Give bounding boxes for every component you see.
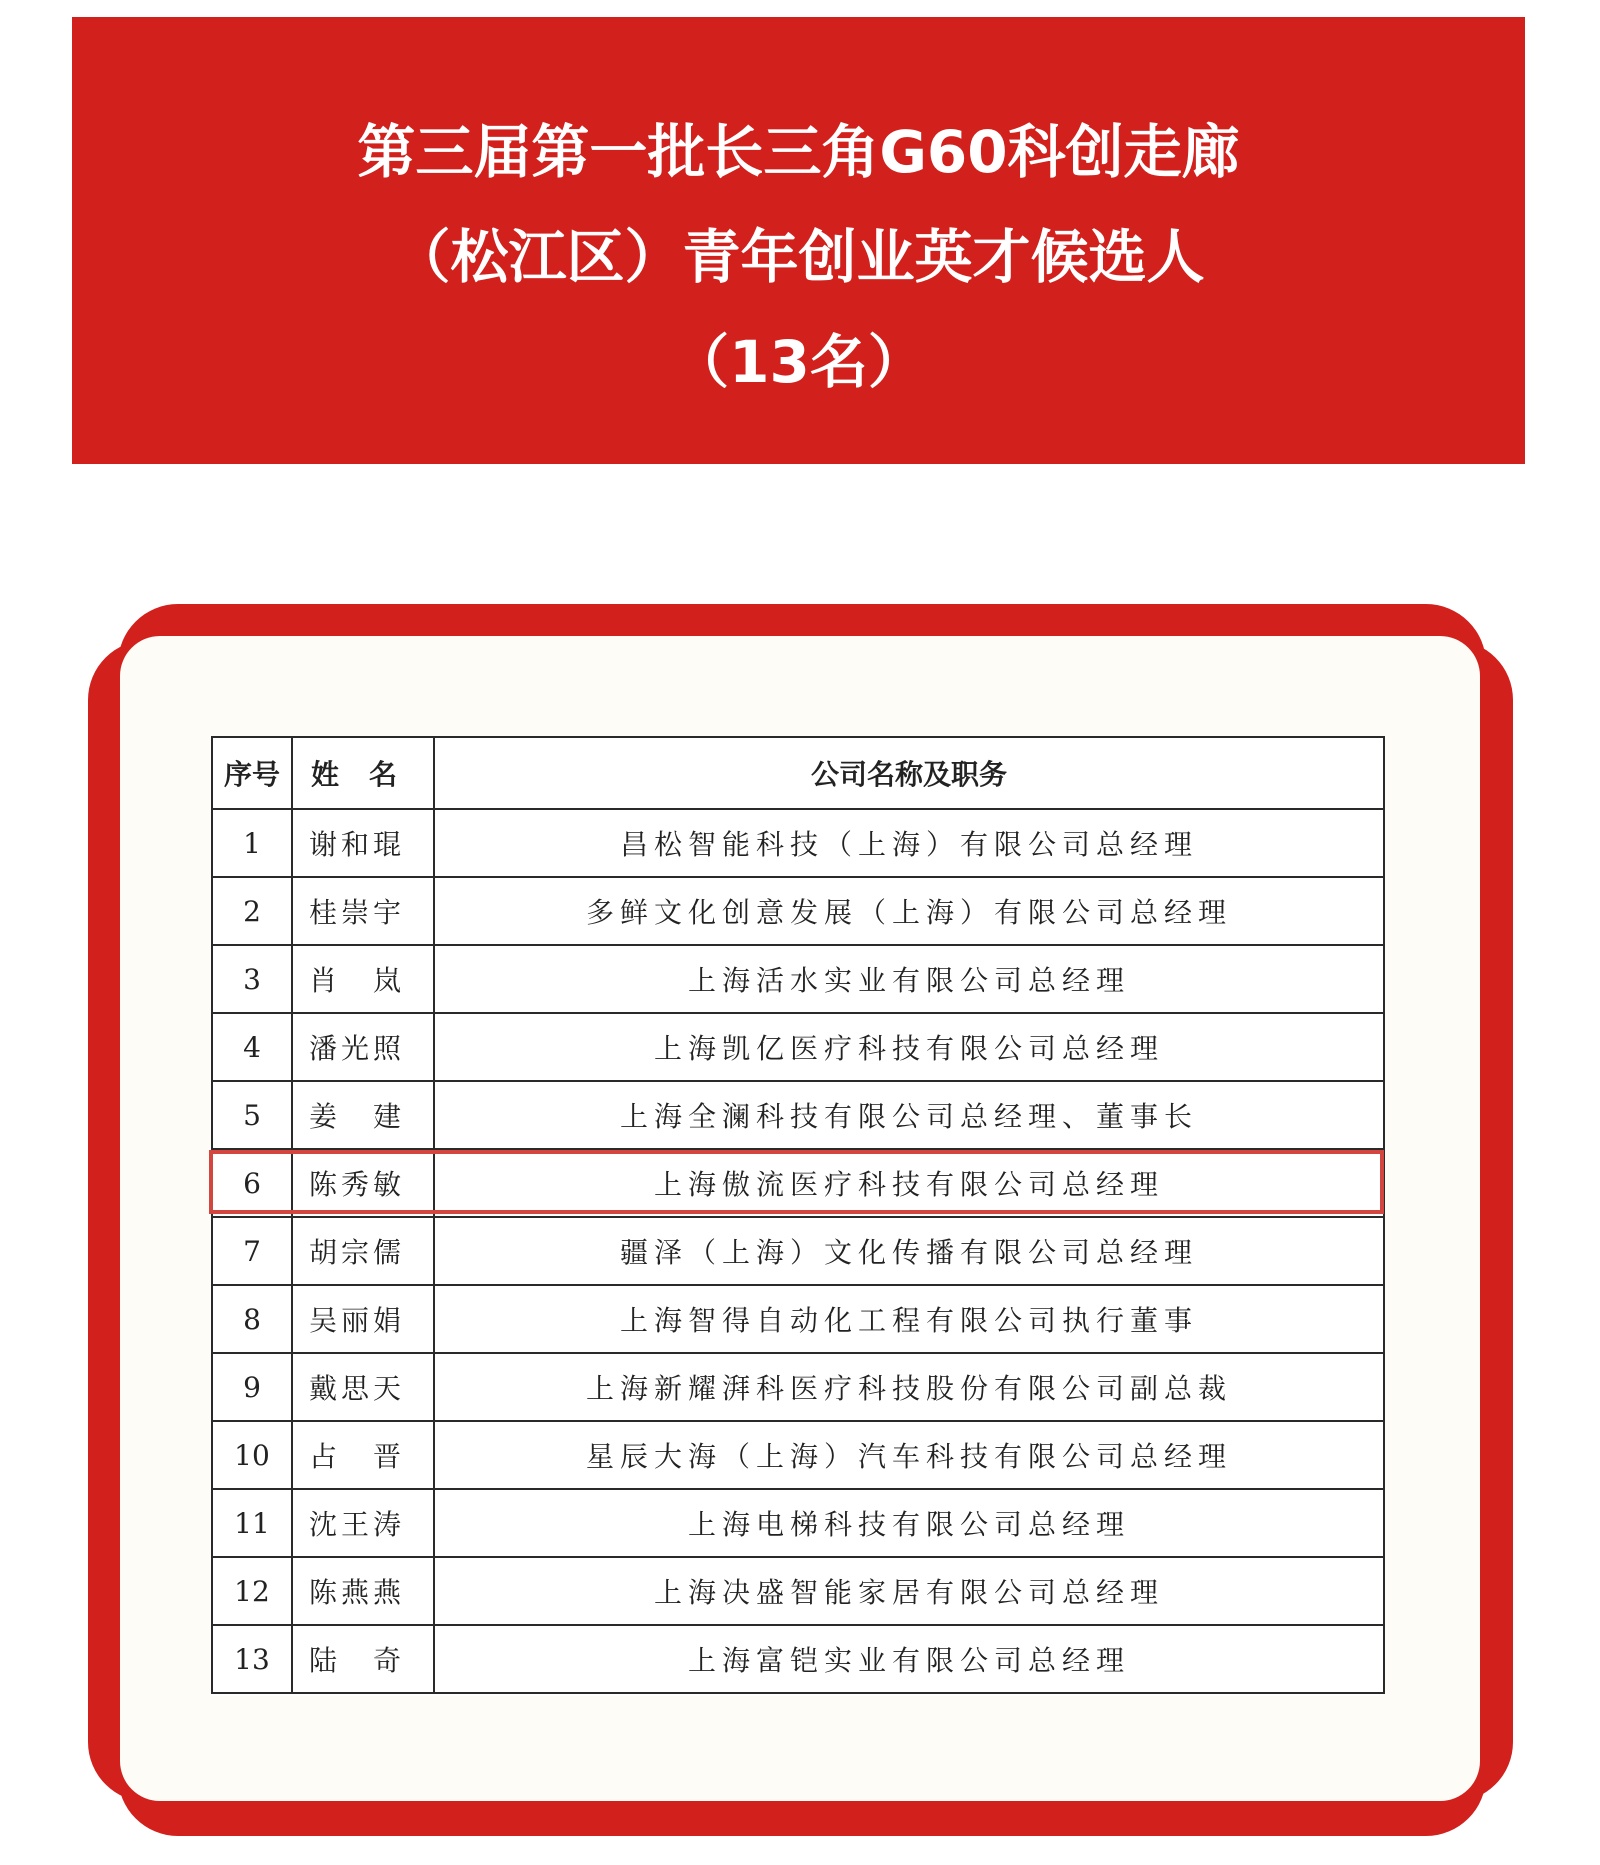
row-seq: 8 [212,1285,292,1353]
header-company: 公司名称及职务 [434,737,1384,809]
row-seq: 5 [212,1081,292,1149]
row-name: 胡宗儒 [292,1217,434,1285]
row-name: 陈燕燕 [292,1557,434,1625]
row-company: 上海决盛智能家居有限公司总经理 [434,1557,1384,1625]
row-name: 陈秀敏 [292,1149,434,1217]
header-banner [72,17,1525,464]
table-row [212,1489,1384,1557]
row-seq: 2 [212,877,292,945]
row-name: 沈王涛 [292,1489,434,1557]
row-company: 上海凯亿医疗科技有限公司总经理 [434,1013,1384,1081]
row-name: 姜 建 [292,1081,434,1149]
row-company: 疆泽（上海）文化传播有限公司总经理 [434,1217,1384,1285]
row-company: 昌松智能科技（上海）有限公司总经理 [434,809,1384,877]
banner-title-line-1: 第三届第一批长三角G60科创走廊 [357,118,1240,186]
header-seq: 序号 [212,737,292,809]
row-name: 占 晋 [292,1421,434,1489]
row-company: 上海活水实业有限公司总经理 [434,945,1384,1013]
row-name: 吴丽娟 [292,1285,434,1353]
row-seq: 10 [212,1421,292,1489]
row-company: 上海富铠实业有限公司总经理 [434,1625,1384,1693]
row-company: 上海新耀湃科医疗科技股份有限公司副总裁 [434,1353,1384,1421]
table-row [212,1217,1384,1285]
row-company: 多鲜文化创意发展（上海）有限公司总经理 [434,877,1384,945]
row-name: 陆 奇 [292,1625,434,1693]
candidate-table-container [211,736,1383,1696]
row-name: 谢和琨 [292,809,434,877]
banner-title-line-3: （13名） [671,328,926,396]
table-row [212,1421,1384,1489]
row-seq: 4 [212,1013,292,1081]
table-row [212,1625,1384,1693]
header-name: 姓名 [292,737,434,809]
row-name: 桂崇宇 [292,877,434,945]
row-company: 星辰大海（上海）汽车科技有限公司总经理 [434,1421,1384,1489]
table-row [212,945,1384,1013]
row-name: 戴思天 [292,1353,434,1421]
row-company: 上海傲流医疗科技有限公司总经理 [434,1149,1384,1217]
row-seq: 12 [212,1557,292,1625]
row-company: 上海全澜科技有限公司总经理、董事长 [434,1081,1384,1149]
banner-title-line-2: （松江区）青年创业英才候选人 [392,223,1205,291]
table-row [212,1557,1384,1625]
row-seq: 7 [212,1217,292,1285]
row-company: 上海电梯科技有限公司总经理 [434,1489,1384,1557]
table-header-row [212,737,1384,809]
row-seq: 1 [212,809,292,877]
candidate-table [211,736,1385,1694]
row-seq: 11 [212,1489,292,1557]
row-seq: 6 [212,1149,292,1217]
row-company: 上海智得自动化工程有限公司执行董事 [434,1285,1384,1353]
row-seq: 3 [212,945,292,1013]
row-seq: 13 [212,1625,292,1693]
table-row [212,1285,1384,1353]
table-row [212,1013,1384,1081]
table-row [212,1353,1384,1421]
table-row [212,809,1384,877]
row-name: 肖 岚 [292,945,434,1013]
table-row [212,877,1384,945]
row-name: 潘光照 [292,1013,434,1081]
table-row [212,1081,1384,1149]
row-seq: 9 [212,1353,292,1421]
table-row-highlighted [212,1149,1384,1217]
